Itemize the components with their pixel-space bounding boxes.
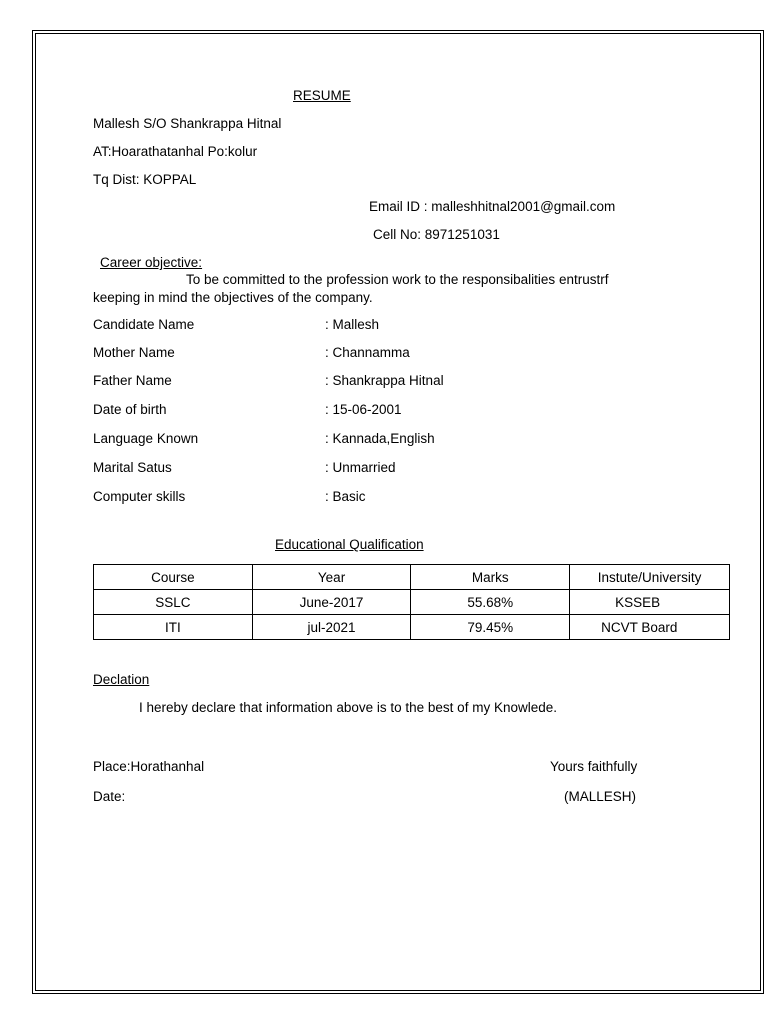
- career-objective-heading: Career objective:: [100, 255, 203, 270]
- career-objective-line-2: keeping in mind the objectives of the company.: [93, 290, 373, 305]
- table-cell-year: jul-2021: [252, 615, 411, 640]
- table-header-year: Year: [252, 565, 411, 590]
- detail-label-date-of-birth: Date of birth: [93, 402, 167, 417]
- detail-value-marital-status: : Unmarried: [325, 460, 396, 475]
- table-header-course: Course: [94, 565, 253, 590]
- detail-label-language-known: Language Known: [93, 431, 199, 446]
- date-line: Date:: [93, 789, 126, 804]
- address-line-2: Tq Dist: KOPPAL: [93, 172, 197, 187]
- detail-label-father-name: Father Name: [93, 373, 172, 388]
- declaration-text: I hereby declare that information above is to the best of my Knowlede.: [139, 700, 557, 715]
- table-cell-marks: 79.45%: [411, 615, 570, 640]
- table-header-marks: Marks: [411, 565, 570, 590]
- place-line: Place:Horathanhal: [93, 759, 205, 774]
- signature-name: (MALLESH): [564, 789, 637, 804]
- education-table-header-row: [94, 565, 730, 590]
- address-line-1: AT:Hoarathatanhal Po:kolur: [93, 144, 258, 159]
- detail-value-language-known: : Kannada,English: [325, 431, 435, 446]
- detail-value-mother-name: : Channamma: [325, 345, 410, 360]
- detail-value-date-of-birth: : 15-06-2001: [325, 402, 402, 417]
- career-objective-line-1: To be committed to the profession work to the responsibalities entrustrf: [186, 272, 609, 287]
- detail-value-candidate-name: : Mallesh: [325, 317, 380, 332]
- detail-label-mother-name: Mother Name: [93, 345, 175, 360]
- cell-line: Cell No: 8971251031: [373, 227, 500, 242]
- table-cell-institute: KSSEB: [570, 590, 730, 615]
- name-line: Mallesh S/O Shankrappa Hitnal: [93, 116, 282, 131]
- table-cell-marks: 55.68%: [411, 590, 570, 615]
- table-cell-institute: NCVT Board: [570, 615, 730, 640]
- detail-label-marital-status: Marital Satus: [93, 460, 172, 475]
- table-cell-year: June-2017: [252, 590, 411, 615]
- table-header-institute: Instute/University: [570, 565, 730, 590]
- table-cell-course: SSLC: [94, 590, 253, 615]
- resume-title: RESUME: [293, 88, 351, 103]
- education-heading: Educational Qualification: [275, 537, 424, 552]
- email-line: Email ID : malleshhitnal2001@gmail.com: [369, 199, 616, 214]
- declaration-heading: Declation: [93, 672, 150, 687]
- table-row: [94, 590, 730, 615]
- detail-label-computer-skills: Computer skills: [93, 489, 186, 504]
- table-cell-course: ITI: [94, 615, 253, 640]
- detail-value-computer-skills: : Basic: [325, 489, 366, 504]
- detail-value-father-name: : Shankrappa Hitnal: [325, 373, 444, 388]
- education-table: [93, 564, 730, 640]
- closing-line: Yours faithfully: [550, 759, 638, 774]
- table-row: [94, 615, 730, 640]
- detail-label-candidate-name: Candidate Name: [93, 317, 195, 332]
